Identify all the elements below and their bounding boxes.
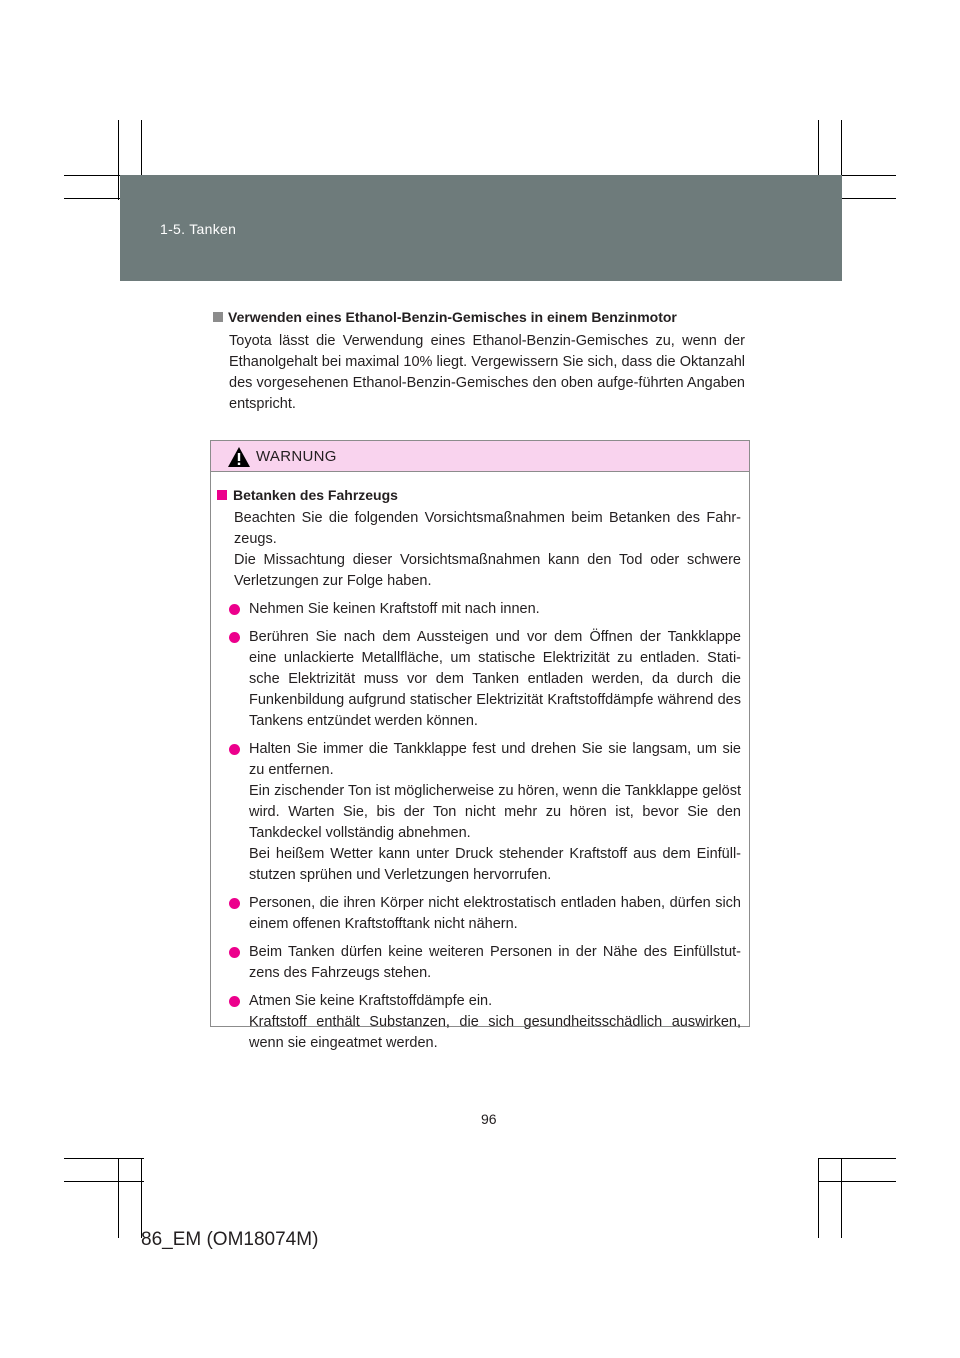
square-bullet-icon <box>213 312 223 322</box>
section-title: 1-5. Tanken <box>160 221 237 237</box>
bullet-line: Personen, die ihren Körper nicht elektrostatisch entladen haben, dürfen sich einem offenen Kraftstofftank nicht nähern. <box>249 895 741 932</box>
section-paragraph: Toyota lässt die Verwendung eines Ethanol-Benzin-Gemisches zu, wenn der Ethanolgehalt bei maximal 10% liegt. Vergewissern Sie sich, dass die Oktanzahl des vorgesehenen Ethanol-Benzin-Gemisches den oben aufge-führten Angaben entspricht. <box>229 333 745 412</box>
bullet-line: Bei heißem Wetter kann unter Druck stehender Kraftstoff aus dem Einfüll-stutzen sprühen und Verletzungen hervorrufen. <box>249 846 741 883</box>
warning-bullet <box>217 627 741 732</box>
warning-box <box>210 440 750 1051</box>
warning-bullet <box>217 599 741 620</box>
circle-bullet-icon <box>229 996 240 1007</box>
bullet-line: Beim Tanken dürfen keine weiteren Personen in der Nähe des Einfüllstut-zens des Fahrzeugs stehen. <box>249 944 741 981</box>
page-number: 96 <box>481 1111 497 1127</box>
warning-bullet <box>217 991 741 1054</box>
crop-mark <box>841 1158 842 1238</box>
circle-bullet-icon <box>229 632 240 643</box>
section-heading <box>213 308 745 326</box>
warning-intro <box>217 508 741 592</box>
crop-mark <box>118 1158 119 1238</box>
warning-triangle-icon <box>227 446 251 468</box>
warning-heading-text: Betanken des Fahrzeugs <box>233 487 398 503</box>
crop-mark <box>818 1181 896 1182</box>
document-code: 86_EM (OM18074M) <box>141 1229 319 1250</box>
crop-mark <box>118 120 119 200</box>
crop-mark <box>64 1181 144 1182</box>
warning-heading <box>217 486 741 504</box>
section-heading-text: Verwenden eines Ethanol-Benzin-Gemisches in einem Benzinmotor <box>228 309 677 325</box>
warning-intro-line: Die Missachtung dieser Vorsichtsmaßnahmen kann den Tod oder schwere Verletzungen zur Folge haben. <box>234 552 741 589</box>
bullet-line: Ein zischender Ton ist möglicherweise zu hören, wenn die Tankklappe gelöst wird. Warten Sie, bis der Ton nicht mehr zu hören ist, bevor Sie den Tankdeckel vollständig abnehmen. <box>249 783 741 841</box>
warning-bullet <box>217 893 741 935</box>
warning-intro-line: Beachten Sie die folgenden Vorsichtsmaßnahmen beim Betanken des Fahr-zeugs. <box>234 510 741 547</box>
crop-mark <box>141 1158 142 1238</box>
square-bullet-icon <box>217 490 227 500</box>
warning-bullet <box>217 739 741 886</box>
warning-body <box>211 472 749 1054</box>
circle-bullet-icon <box>229 604 240 615</box>
bullet-line: Kraftstoff enthält Substanzen, die sich gesundheitsschädlich auswirken, wenn sie eingeatmet werden. <box>249 1014 741 1051</box>
warning-bullet <box>217 942 741 984</box>
bullet-line: Halten Sie immer die Tankklappe fest und drehen Sie sie langsam, um sie zu entfernen. <box>249 741 741 778</box>
warning-header <box>211 441 749 472</box>
circle-bullet-icon <box>229 898 240 909</box>
crop-mark <box>818 1158 896 1159</box>
bullet-line: Atmen Sie keine Kraftstoffdämpfe ein. <box>249 993 493 1009</box>
crop-mark <box>818 1158 819 1238</box>
circle-bullet-icon <box>229 744 240 755</box>
bullet-line: Berühren Sie nach dem Aussteigen und vor dem Öffnen der Tankklappe eine unlackierte Metallfläche, um statische Elektrizität zu entladen. Stati-sche Elektrizität muss vor dem Tanken entladen werden, da durch die Funkenbildung aufgrund statischer Elektrizität Kraftstoffdämpfe während des Tankens entzündet werden können. <box>249 629 741 729</box>
ethanol-section <box>213 308 745 415</box>
warning-label: WARNUNG <box>256 448 337 465</box>
bullet-line: Nehmen Sie keinen Kraftstoff mit nach innen. <box>249 601 540 617</box>
crop-mark <box>64 1158 144 1159</box>
circle-bullet-icon <box>229 947 240 958</box>
header-band <box>120 175 842 281</box>
